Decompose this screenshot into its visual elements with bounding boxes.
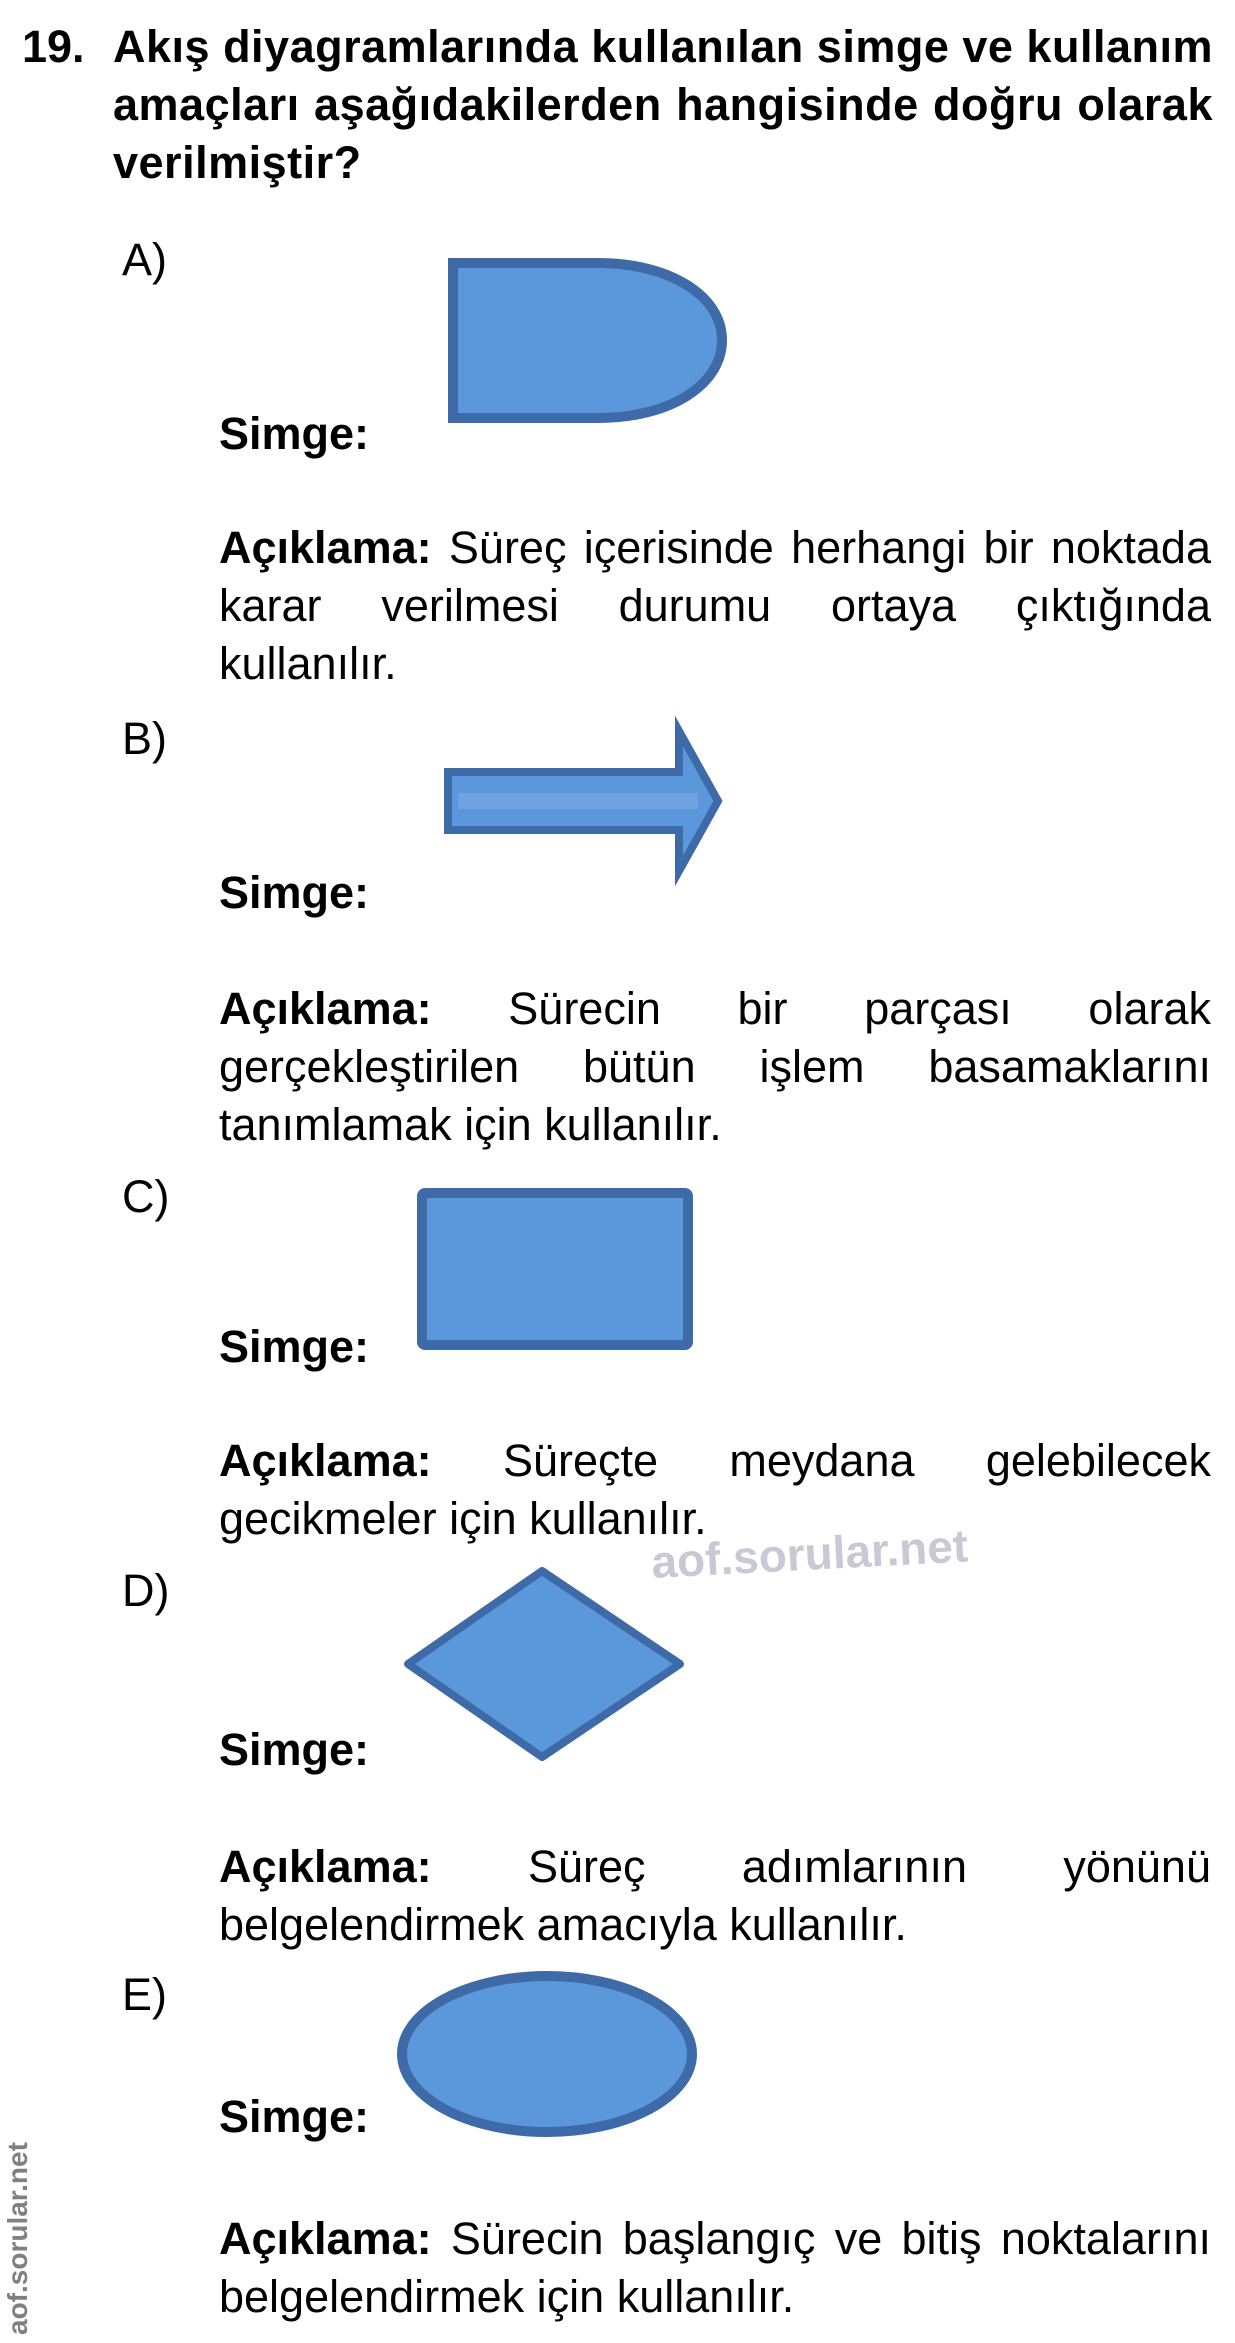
option-d-letter[interactable]: D)	[122, 1565, 170, 1616]
terminal-ellipse-icon	[396, 1970, 698, 2138]
delay-d-shape-icon	[448, 258, 728, 423]
option-c-description-text: Süreçte meydana gelebilecek gecikmeler için kullanılır.	[219, 1435, 1211, 1544]
option-b-description	[219, 980, 1211, 1154]
option-b-description-text: Sürecin bir parçası olarak gerçekleştirilen bütün işlem basamaklarını tanımlamak için kullanılır.	[219, 983, 1211, 1150]
process-rectangle-icon	[417, 1188, 693, 1350]
question-number: 19.	[22, 21, 85, 72]
option-a-letter[interactable]: A)	[122, 234, 167, 285]
option-a-aciklama-label: Açıklama:	[219, 522, 432, 573]
option-e-aciklama-label: Açıklama:	[219, 2213, 432, 2264]
option-d-simge-label: Simge:	[219, 1724, 370, 1775]
option-c-aciklama-label: Açıklama:	[219, 1435, 432, 1486]
option-e-simge-label: Simge:	[219, 2091, 370, 2142]
option-b-letter[interactable]: B)	[122, 713, 167, 764]
side-watermark-text: aof.sorular.net	[2, 2142, 33, 2335]
option-b-aciklama-label: Açıklama:	[219, 983, 432, 1034]
decision-diamond-icon	[402, 1566, 686, 1762]
option-e-description-text: Sürecin başlangıç ve bitiş noktalarını belgelendirmek için kullanılır.	[219, 2213, 1211, 2322]
option-a-description	[219, 519, 1211, 693]
option-a-description-text: Süreç içerisinde herhangi bir noktada karar verilmesi durumu ortaya çıktığında kullanılır.	[219, 522, 1211, 689]
option-d-description	[219, 1838, 1211, 1954]
option-c-letter[interactable]: C)	[122, 1171, 170, 1222]
option-e-letter[interactable]: E)	[122, 1969, 167, 2020]
option-d-description-text: Süreç adımlarının yönünü belgelendirmek amacıyla kullanılır.	[219, 1841, 1211, 1950]
option-b-simge-label: Simge:	[219, 867, 370, 918]
option-e-description	[219, 2210, 1211, 2326]
option-c-simge-label: Simge:	[219, 1321, 370, 1372]
flow-arrow-icon	[444, 727, 724, 875]
question-text: Akış diyagramlarında kullanılan simge ve kullanım amaçları aşağıdakilerden hangisinde doğru olarak verilmiştir?	[113, 21, 1213, 188]
option-d-aciklama-label: Açıklama:	[219, 1841, 432, 1892]
watermark-text: aof.sorular.net	[650, 1519, 970, 1588]
option-a-simge-label: Simge:	[219, 408, 370, 459]
